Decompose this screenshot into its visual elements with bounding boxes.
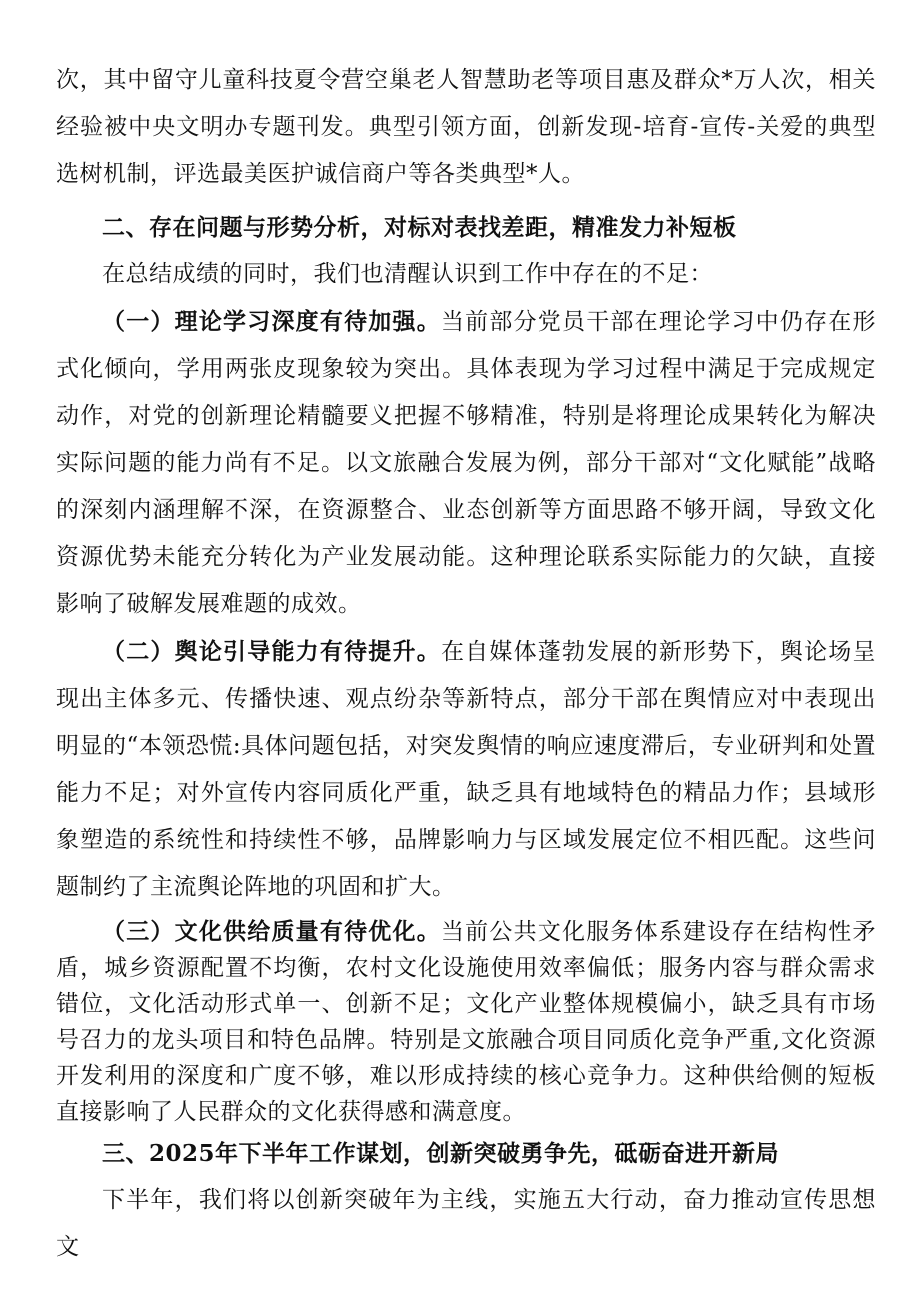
problem-item-body: 在自媒体蓬勃发展的新形势下，舆论场呈现出主体多元、传播快速、观点纷杂等新特点，部分干部在舆情应对中表现出明显的“本领恐慌:具体问题包括，对突发舆情的响应速度滞后，专业研判和处置能力不足；对外宣传内容同质化严重，缺乏具有地域特色的精品力作；县域形象塑造的系统性和持续性不够，品牌影响力与区域发展定位不相匹配。这些问题制约了主流舆论阵地的巩固和扩大。 (56, 639, 877, 900)
section-heading: 二、存在问题与形势分析，对标对表找差距，精准发力补短板 (102, 214, 737, 241)
problem-item-paragraph (56, 298, 876, 628)
section-heading: 三、2025年下半年工作谋划，创新突破勇争先，砥砺奋进开新局 (102, 1140, 780, 1167)
problem-item-title: （三）文化供给质量有待优化。 (102, 918, 441, 945)
body-paragraph: 下半年，我们将以创新突破年为主线，实施五大行动，奋力推动宣传思想文 (56, 1187, 876, 1260)
problem-item-body: 当前公共文化服务体系建设存在结构性矛盾，城乡资源配置不均衡，农村文化设施使用效率偏低；服务内容与群众需求错位，文化活动形式单一、创新不足；文化产业整体规模偏小，缺乏具有市场号召力的龙头项目和特色品牌。特别是文旅融合项目同质化竞争严重,文化资源开发利用的深度和广度不够，难以形成持续的核心竞争力。这种供给侧的短板直接影响了人民群众的文化获得感和满意度。 (56, 919, 877, 1125)
problem-item-paragraph (56, 628, 876, 911)
body-paragraph: 次，其中留守儿童科技夏令营空巢老人智慧助老等项目惠及群众*万人次，相关经验被中央文明办专题刊发。典型引领方面，创新发现-培育-宣传-关爱的典型选树机制，评选最美医护诚信商户等各类典型*人。 (56, 67, 876, 187)
body-paragraph: 在总结成绩的同时，我们也清醒认识到工作中存在的不足： (102, 261, 713, 287)
problem-item-title: （二）舆论引导能力有待提升。 (102, 638, 441, 665)
problem-item-paragraph (56, 914, 876, 1130)
problem-item-title: （一）理论学习深度有待加强。 (102, 308, 441, 335)
problem-item-body: 当前部分党员干部在理论学习中仍存在形式化倾向，学用两张皮现象较为突出。具体表现为学习过程中满足于完成规定动作，对党的创新理论精髓要义把握不够精准，特别是将理论成果转化为解决实际问题的能力尚有不足。以文旅融合发展为例，部分干部对“文化赋能”战略的深刻内涵理解不深，在资源整合、业态创新等方面思路不够开阔，导致文化资源优势未能充分转化为产业发展动能。这种理论联系实际能力的欠缺，直接影响了破解发展难题的成效。 (56, 309, 877, 617)
